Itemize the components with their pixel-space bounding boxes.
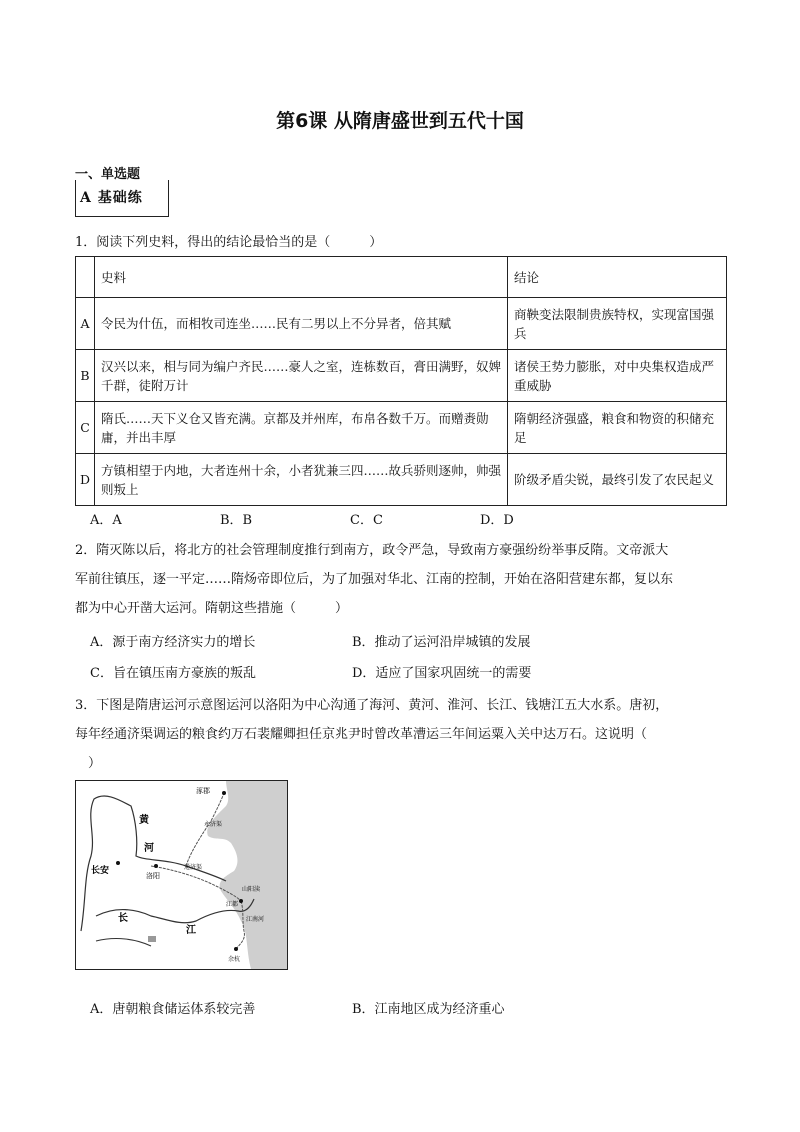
- q2-option-d[interactable]: D．适应了国家巩固统一的需要: [352, 666, 532, 681]
- label-yuhang: 余杭: [228, 956, 241, 963]
- q3-line-1: 3．下图是隋唐运河示意图运河以洛阳为中心沟通了海河、黄河、淮河、长江、钱塘江五大水系。唐初，: [75, 698, 669, 713]
- label-changan: 长安: [91, 866, 110, 876]
- label-zhuo: 涿郡: [196, 787, 210, 795]
- row-source: 令民为什伍，而相牧司连坐……民有二男以上不分异者，倍其赋: [95, 298, 508, 350]
- q3-line-2: 每年经通济渠调运的粮食约万石裴耀卿担任京兆尹时曾改革漕运三年间运粟入关中达万石。这说明（: [75, 727, 648, 742]
- table-header-row: [76, 257, 727, 298]
- q1-option-a[interactable]: A．A: [90, 513, 122, 528]
- row-letter: D: [76, 454, 95, 506]
- changan-dot: [116, 861, 120, 865]
- label-jiangdu: 江都: [226, 901, 239, 908]
- label-tongji: 通济渠: [184, 864, 203, 871]
- q3-line-3: ）: [88, 756, 102, 771]
- table-row: [76, 350, 727, 402]
- header-source: 史料: [95, 257, 508, 298]
- q1-option-c[interactable]: C．C: [350, 513, 383, 528]
- label-he: 河: [144, 843, 154, 854]
- label-jiang: 江: [186, 925, 196, 936]
- lower-river-line: [96, 939, 151, 946]
- canal-map: [75, 780, 288, 970]
- label-luoyang: 洛阳: [146, 872, 160, 880]
- row-letter: A: [76, 298, 95, 350]
- row-letter: B: [76, 350, 95, 402]
- label-yongji: 永济渠: [204, 821, 223, 828]
- table-row: [76, 402, 727, 454]
- label-jiangnan: 江南河: [246, 916, 265, 923]
- jiangdu-dot: [239, 899, 243, 903]
- header-conclusion: 结论: [508, 257, 727, 298]
- level-badge: [75, 180, 169, 217]
- q2-line-3: 都为中心开凿大运河。隋朝这些措施（ ）: [75, 601, 349, 616]
- zhuo-dot: [222, 791, 226, 795]
- page-title: 第6课 从隋唐盛世到五代十国: [276, 110, 524, 132]
- q2-line-2: 军前往镇压，逐一平定……隋炀帝即位后，为了加强对华北、江南的控制，开始在洛阳营建东都，复以东: [75, 572, 674, 587]
- badge-label: A 基础练: [80, 190, 143, 206]
- q1-option-b[interactable]: B．B: [220, 513, 253, 528]
- row-conclusion: 商鞅变法限制贵族特权，实现富国强兵: [508, 298, 727, 350]
- q3-option-b[interactable]: B．江南地区成为经济重心: [352, 1002, 505, 1017]
- table-row: [76, 298, 727, 350]
- q3-option-a[interactable]: A．唐朝粮食储运体系较完善: [90, 1002, 256, 1017]
- table-row: [76, 454, 727, 506]
- header-letter-cell: [76, 257, 95, 298]
- row-conclusion: 阶级矛盾尖锐，最终引发了农民起义: [508, 454, 727, 506]
- q2-line-1: 2．隋灭陈以后，将北方的社会管理制度推行到南方，政令严急，导致南方豪强纷纷举事反隋。文帝派大: [75, 543, 669, 558]
- q1-options: [90, 509, 690, 528]
- section-heading: 一、单选题: [75, 167, 141, 182]
- row-source: 方镇相望于内地，大者连州十余，小者犹兼三四……故兵骄则逐帅，帅强则叛上: [95, 454, 508, 506]
- luoyang-dot: [154, 864, 158, 868]
- yuhang-dot: [234, 947, 238, 951]
- q2-option-c[interactable]: C．旨在镇压南方豪族的叛乱: [90, 666, 256, 681]
- row-letter: C: [76, 402, 95, 454]
- canal-map-drawing: [76, 781, 287, 969]
- q2-option-b[interactable]: B．推动了运河沿岸城镇的发展: [352, 635, 531, 650]
- label-chang: 长: [118, 913, 128, 924]
- q2-option-a[interactable]: A．源于南方经济实力的增长: [90, 635, 256, 650]
- sea-area: [207, 781, 287, 969]
- q1-stem: 1．阅读下列史料，得出的结论最恰当的是（ ）: [75, 235, 383, 250]
- q1-option-d[interactable]: D．D: [480, 513, 514, 528]
- row-conclusion: 隋朝经济强盛，粮食和物资的积储充足: [508, 402, 727, 454]
- row-conclusion: 诸侯王势力膨胀，对中央集权造成严重威胁: [508, 350, 727, 402]
- row-source: 隋氏……天下义仓又皆充满。京都及并州库，布帛各数千万。而赠赉勋庸，并出丰厚: [95, 402, 508, 454]
- row-source: 汉兴以来，相与同为编户齐民……豪人之室，连栋数百，膏田满野，奴婢千群，徒附万计: [95, 350, 508, 402]
- town-marker: [148, 936, 156, 942]
- label-huang: 黄: [139, 815, 149, 826]
- yellow-river-line: [81, 796, 226, 931]
- q1-table: [75, 256, 727, 506]
- label-shanyang: 山阳渎: [242, 886, 261, 893]
